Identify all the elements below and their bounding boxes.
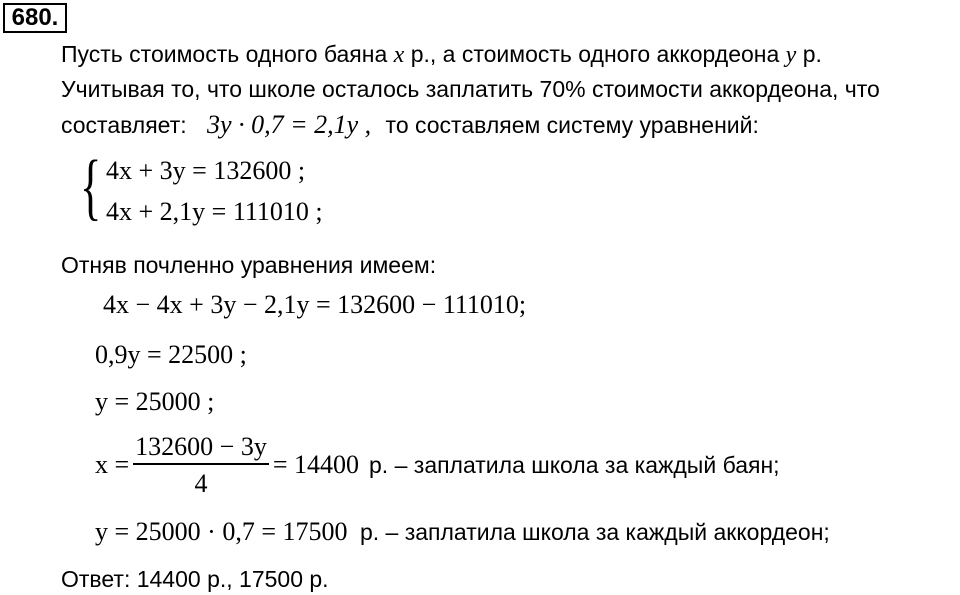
step-4-fraction [133, 434, 269, 497]
intro-line-2: Учитывая то, что школе осталось заплатить 70% стоимости аккордеона, что [61, 76, 880, 102]
step-intro: Отняв почленно уравнения имеем: [61, 252, 437, 278]
system-brace: { [80, 146, 102, 228]
intro-line-3-text: то составляем систему уравнений: [385, 112, 759, 138]
intro-line-3 [61, 112, 759, 138]
intro-line-3-label: составляет: [61, 112, 187, 138]
step-5-text: р. – заплатила школа за каждый аккордеон; [359, 519, 830, 545]
step-4-lhs: x = [95, 450, 130, 480]
intro-line-1-part-a: Пусть стоимость одного баяна [61, 41, 394, 67]
step-4 [95, 434, 780, 497]
step-3: y = 25000 ; [95, 387, 215, 416]
intro-line-1-part-b: р., а стоимость одного аккордеона [404, 41, 786, 67]
intro-line-3-expression: 3y · 0,7 = 2,1y , [207, 110, 372, 139]
step-4-denominator: 4 [194, 468, 208, 498]
system-equation-2: 4x + 2,1y = 111010 ; [106, 197, 323, 226]
step-2: 0,9y = 22500 ; [95, 340, 247, 369]
step-4-numerator: 132600 − 3y [135, 432, 267, 461]
step-5 [95, 519, 830, 545]
answer: Ответ: 14400 р., 17500 р. [61, 566, 329, 592]
step-4-rhs: = 14400 [272, 450, 360, 480]
problem-number: 680. [3, 3, 67, 33]
step-1: 4x − 4x + 3y − 2,1y = 132600 − 111010; [103, 290, 527, 319]
variable-y: y [785, 42, 797, 68]
intro-line-1-part-c: р. [796, 41, 822, 67]
variable-x: x [393, 42, 405, 68]
step-5-expression: y = 25000 · 0,7 = 17500 [95, 517, 348, 546]
system-equation-1: 4x + 3y = 132600 ; [106, 156, 306, 185]
step-4-text: р. – заплатила школа за каждый баян; [369, 451, 780, 478]
intro-line-1 [61, 43, 822, 67]
